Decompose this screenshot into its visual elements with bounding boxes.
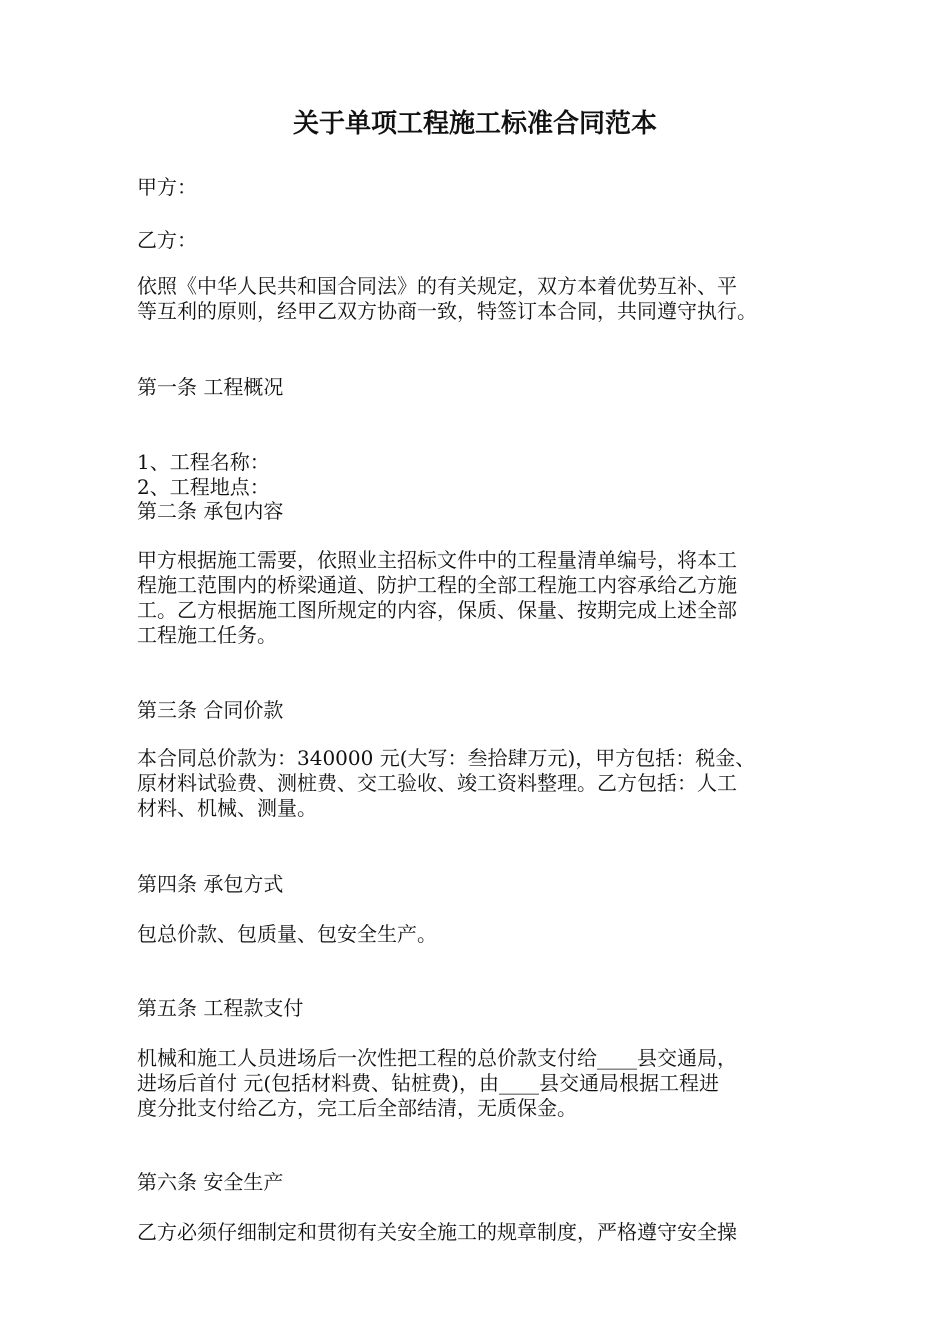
article6-line: 乙方必须仔细制定和贯彻有关安全施工的规章制度，严格遵守安全操: [137, 1220, 737, 1244]
article1-item-name: 1、工程名称：: [137, 450, 270, 474]
article3-heading: 第三条 合同价款: [137, 698, 284, 722]
intro-paragraph: [137, 274, 827, 324]
article3-line: 本合同总价款为：340000 元(大写：叁拾肆万元)，甲方包括：税金、: [137, 746, 756, 770]
article2-line: 工程施工任务。: [137, 623, 277, 647]
article5-line: 机械和施工人员进场后一次性把工程的总价款支付给____县交通局，: [137, 1046, 737, 1070]
article3-paragraph: [137, 746, 827, 821]
article4-line: 包总价款、包质量、包安全生产。: [137, 922, 437, 946]
article2-line: 程施工范围内的桥梁通道、防护工程的全部工程施工内容承给乙方施: [137, 573, 737, 597]
article2-line: 甲方根据施工需要，依照业主招标文件中的工程量清单编号，将本工: [137, 548, 737, 572]
article6-paragraph: [137, 1220, 827, 1245]
intro-line: 等互利的原则，经甲乙双方协商一致，特签订本合同，共同遵守执行。: [137, 299, 757, 323]
article1-item-location: 2、工程地点：: [137, 475, 270, 499]
article4-paragraph: [137, 922, 827, 947]
article2-heading: 第二条 承包内容: [137, 499, 284, 523]
article3-line: 原材料试验费、测桩费、交工验收、竣工资料整理。乙方包括：人工: [137, 771, 737, 795]
article4-heading: 第四条 承包方式: [137, 872, 284, 896]
article1-heading: 第一条 工程概况: [137, 375, 284, 399]
article5-line: 进场后首付 元(包括材料费、钻桩费)，由____县交通局根据工程进: [137, 1071, 719, 1095]
party-a-label: 甲方：: [137, 175, 197, 199]
article2-line: 工。乙方根据施工图所规定的内容，保质、保量、按期完成上述全部: [137, 598, 737, 622]
party-b-label: 乙方：: [137, 228, 197, 252]
article5-paragraph: [137, 1046, 827, 1121]
article6-heading: 第六条 安全生产: [137, 1170, 284, 1194]
intro-line: 依照《中华人民共和国合同法》的有关规定，双方本着优势互补、平: [137, 274, 737, 298]
article5-heading: 第五条 工程款支付: [137, 996, 304, 1020]
article5-line: 度分批支付给乙方，完工后全部结清，无质保金。: [137, 1096, 577, 1120]
article3-line: 材料、机械、测量。: [137, 796, 317, 820]
article2-paragraph: [137, 548, 827, 648]
document-title: 关于单项工程施工标准合同范本: [292, 109, 657, 139]
